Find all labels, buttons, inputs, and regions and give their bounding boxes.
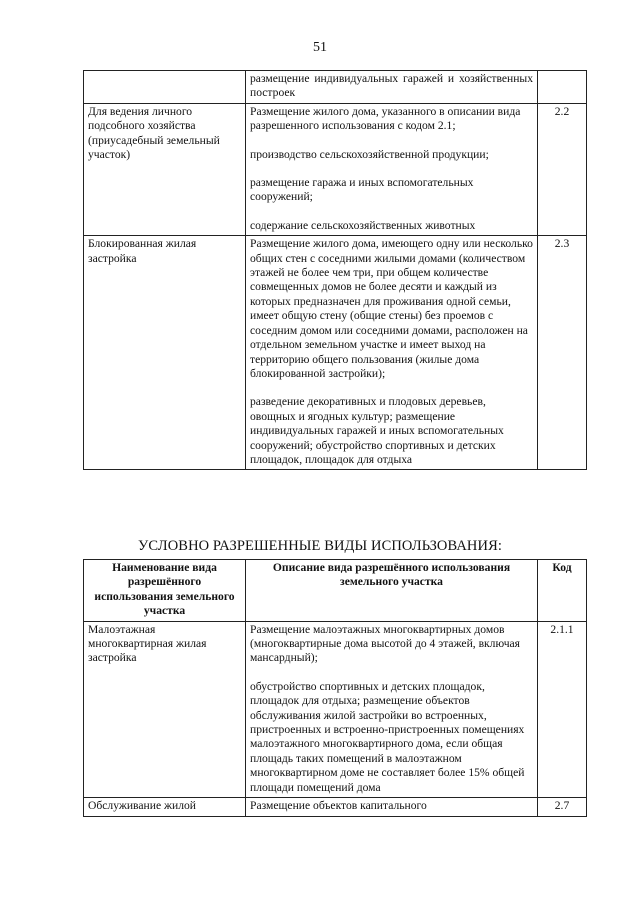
use-name-cell: Малоэтажная многоквартирная жилая застройка — [84, 621, 246, 797]
table-row — [84, 71, 587, 104]
page-number: 51 — [313, 40, 327, 55]
use-description-cell — [246, 621, 538, 797]
description-paragraph: содержание сельскохозяйственных животных — [250, 218, 476, 232]
description-paragraph: обустройство спортивных и детских площадок, площадок для отдыха; размещение объектов обслуживания жилой застройки во встроенных, пристроенных и встроенно-пристроенных помещениях малоэтажного многоквартирного дома, если общая площадь таких помещений в малоэтажном многоквартирном доме не составляет более 15% общей площади помещений дома — [250, 679, 525, 794]
header-name: Наименование вида разрешённого использования земельного участка — [84, 560, 246, 622]
use-description-cell — [246, 798, 538, 816]
use-code-cell: 2.3 — [538, 236, 587, 470]
use-name-cell — [84, 71, 246, 104]
table-row — [84, 103, 587, 235]
use-description-cell — [246, 236, 538, 470]
conditional-uses-table — [83, 559, 587, 817]
use-name-cell: Обслуживание жилой — [84, 798, 246, 816]
table-row — [84, 798, 587, 816]
header-description: Описание вида разрешённого использования земельного участка — [246, 560, 538, 622]
use-name-cell: Блокированная жилая застройка — [84, 236, 246, 470]
use-description-cell — [246, 71, 538, 104]
header-code: Код — [538, 560, 587, 622]
description-paragraph: размещение индивидуальных гаражей и хозяйственных построек — [250, 72, 533, 100]
use-code-cell: 2.7 — [538, 798, 587, 816]
description-paragraph: разведение декоративных и плодовых деревьев, овощных и ягодных культур; размещение индивидуальных гаражей и иных вспомогательных сооружений; обустройство спортивных и детских площадок, площадок для отдыха — [250, 395, 504, 466]
section-title: УСЛОВНО РАЗРЕШЕННЫЕ ВИДЫ ИСПОЛЬЗОВАНИЯ: — [138, 538, 502, 554]
table-row — [84, 621, 587, 797]
permitted-uses-table — [83, 70, 587, 470]
description-paragraph: Размещение жилого дома, имеющего одну или несколько общих стен с соседними жилыми домами (количеством этажей не более чем три, при общем количестве совмещенных домов не более десяти и каждый из которых предназначен для проживания одной семьи, имеет общую стену (общие стены) без проемов с соседним домом или соседними домами, расположен на отдельном земельном участке и имеет выход на территорию общего пользования (жилые дома блокированной застройки); — [250, 237, 533, 380]
use-code-cell: 2.2 — [538, 103, 587, 235]
table-row — [84, 236, 587, 470]
description-paragraph: Размещение жилого дома, указанного в описании вида разрешенного использования с кодом 2.1; — [250, 104, 521, 133]
table-header-row — [84, 560, 587, 622]
description-paragraph: производство сельскохозяйственной продукции; — [250, 147, 489, 161]
use-name-cell: Для ведения личного подсобного хозяйства (приусадебный земельный участок) — [84, 103, 246, 235]
use-code-cell — [538, 71, 587, 104]
description-paragraph: Размещение объектов капитального — [250, 799, 427, 813]
description-paragraph: Размещение малоэтажных многоквартирных домов (многоквартирные дома высотой до 4 этажей, включая мансардный); — [250, 622, 521, 665]
use-description-cell — [246, 103, 538, 235]
use-code-cell: 2.1.1 — [538, 621, 587, 797]
description-paragraph: размещение гаража и иных вспомогательных сооружений; — [250, 176, 474, 204]
